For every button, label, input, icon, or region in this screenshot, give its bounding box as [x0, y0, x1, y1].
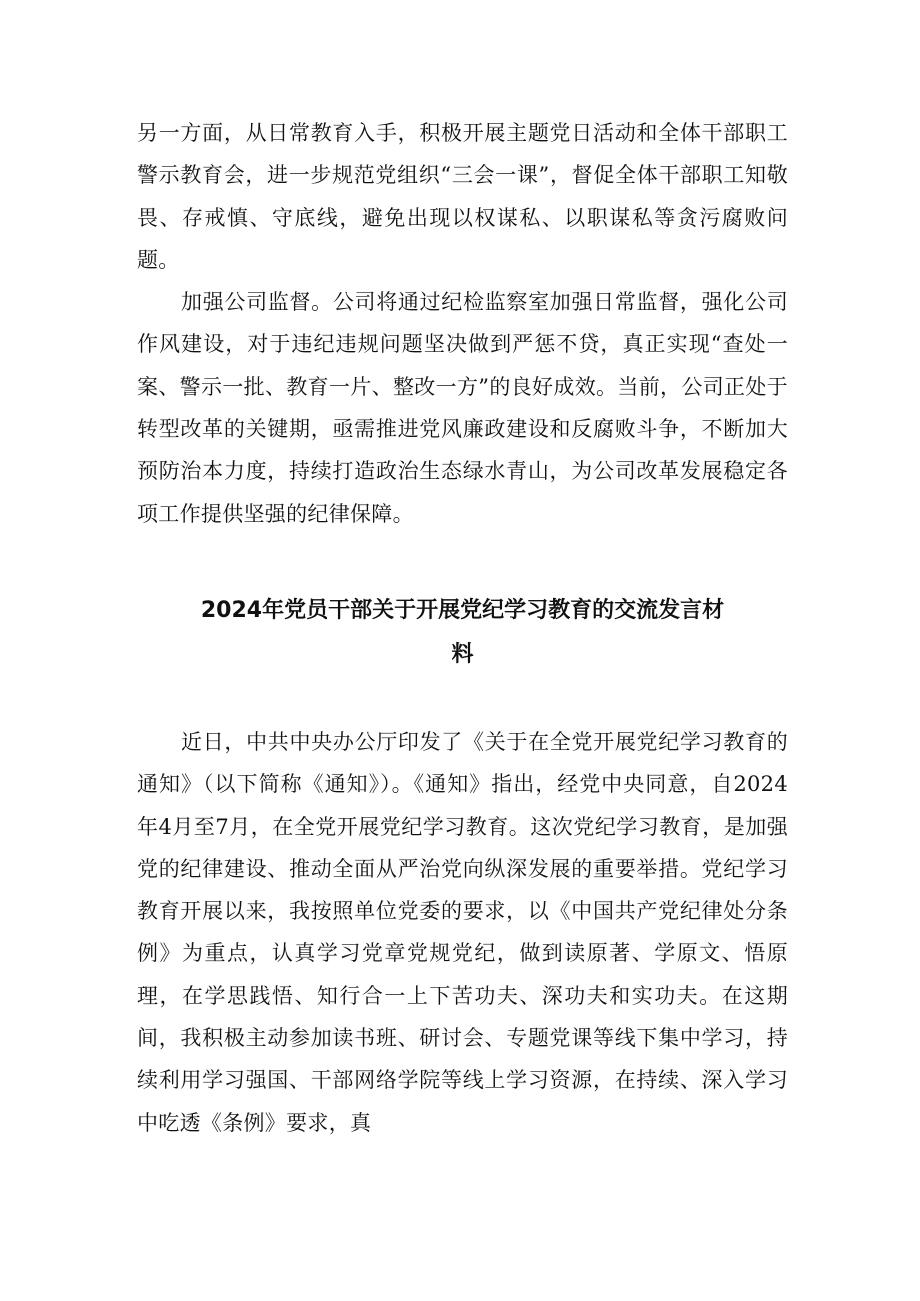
document-body — [137, 112, 788, 1144]
section-title — [137, 589, 788, 677]
paragraph-intro: 近日，中共中央办公厅印发了《关于在全党开展党纪学习教育的通知》（以下简称《通知》）。《通知》指出，经党中央同意，自2024年4月至7月，在全党开展党纪学习教育。这次党纪学习教育，是加强党的纪律建设、推动全面从严治党向纵深发展的重要举措。党纪学习教育开展以来，我按照单位党委的要求，以《中国共产党纪律处分条例》为重点，认真学习党章党规党纪，做到读原著、学原文、悟原理，在学思践悟、知行合一上下苦功夫、深功夫和实功夫。在这期间，我积极主动参加读书班、研讨会、专题党课等线下集中学习，持续利用学习强国、干部网络学院等线上学习资源，在持续、深入学习中吃透《条例》要求，真 — [137, 729, 788, 1135]
paragraph-continuation: 另一方面，从日常教育入手，积极开展主题党日活动和全体干部职工警示教育会，进一步规范党组织“三会一课”，督促全体干部职工知敬畏、存戒慎、守底线，避免出现以权谋私、以职谋私等贪污腐败问题。 — [137, 121, 788, 272]
section-title-line-2: 料 — [451, 641, 474, 667]
paragraph-company-supervision: 加强公司监督。公司将通过纪检监察室加强日常监督，强化公司作风建设，对于违纪违规问题坚决做到严惩不贷，真正实现“查处一案、警示一批、教育一片、整改一方”的良好成效。当前，公司正处于转型改革的关键期，亟需推进党风廉政建设和反腐败斗争，不断加大预防治本力度，持续打造政治生态绿水青山，为公司改革发展稳定各项工作提供坚强的纪律保障。 — [137, 290, 788, 526]
section-title-line-1: 2024年党员干部关于开展党纪学习教育的交流发言材 — [200, 597, 725, 623]
